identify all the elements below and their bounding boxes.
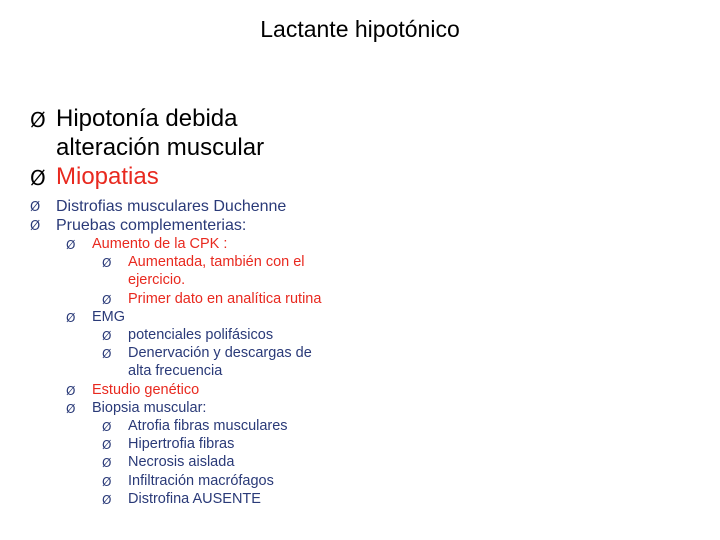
arrow-bullet-icon: Ø	[30, 218, 41, 234]
arrow-bullet-icon: Ø	[102, 347, 112, 362]
arrow-bullet-icon: Ø	[30, 200, 41, 215]
arrow-bullet-icon: Ø	[102, 292, 112, 307]
list-item	[102, 326, 332, 344]
cpk-item: Aumentada, también con el ejercicio.	[128, 254, 305, 289]
list-item	[66, 308, 430, 381]
biopsy-item: Distrofina AUSENTE	[128, 490, 261, 507]
arrow-bullet-icon: Ø	[102, 438, 112, 453]
list-item	[102, 490, 332, 508]
arrow-bullet-icon: Ø	[66, 238, 76, 252]
cpk-label: Aumento de la CPK :	[92, 236, 228, 252]
list-item	[30, 162, 330, 191]
cpk-item: Primer dato en analítica rutina	[128, 290, 322, 307]
list-item	[66, 235, 430, 308]
biopsy-item: Hipertrofia fibras	[128, 436, 235, 453]
arrow-bullet-icon: Ø	[102, 456, 112, 471]
list-item	[30, 198, 430, 217]
arrow-bullet-icon: Ø	[102, 492, 112, 507]
arrow-bullet-icon: Ø	[30, 166, 46, 190]
list-item	[102, 417, 332, 435]
emg-item: potenciales polifásicos	[128, 327, 274, 344]
arrow-bullet-icon: Ø	[66, 383, 76, 398]
list-item	[66, 381, 430, 399]
arrow-bullet-icon: Ø	[102, 420, 112, 435]
biopsy-list	[102, 417, 332, 508]
emg-label: EMG	[92, 308, 126, 325]
list-item	[102, 253, 332, 289]
biopsy-label: Biopsia muscular:	[92, 399, 207, 416]
list-item	[102, 435, 332, 453]
arrow-bullet-icon: Ø	[102, 474, 112, 489]
list-item	[30, 217, 430, 509]
list-item	[102, 344, 332, 380]
main-point-text: Miopatias	[56, 163, 159, 190]
detail-list	[30, 198, 430, 508]
main-point-text: Hipotonía debida alteración muscular	[56, 105, 265, 161]
point-text: Distrofias musculares Duchenne	[56, 198, 287, 215]
arrow-bullet-icon: Ø	[66, 310, 76, 325]
list-item	[102, 453, 332, 471]
point-text: Pruebas complementerias:	[56, 216, 247, 234]
biopsy-item: Atrofia fibras musculares	[128, 418, 288, 435]
emg-item: Denervación y descargas de alta frecuencia	[128, 345, 312, 380]
list-item	[102, 472, 332, 490]
list-item	[66, 399, 430, 508]
tests-list	[66, 235, 430, 508]
genetic-label: Estudio genético	[92, 381, 200, 398]
main-points-list	[30, 104, 330, 191]
biopsy-item: Necrosis aislada	[128, 454, 235, 471]
biopsy-item: Infiltración macrófagos	[128, 472, 274, 489]
slide-title: Lactante hipotónico	[260, 16, 460, 42]
list-item	[102, 290, 332, 308]
emg-list	[102, 326, 332, 381]
list-item	[30, 104, 330, 162]
cpk-list	[102, 253, 332, 308]
arrow-bullet-icon: Ø	[66, 401, 76, 416]
arrow-bullet-icon: Ø	[30, 108, 46, 132]
arrow-bullet-icon: Ø	[102, 329, 112, 344]
arrow-bullet-icon: Ø	[102, 256, 112, 271]
